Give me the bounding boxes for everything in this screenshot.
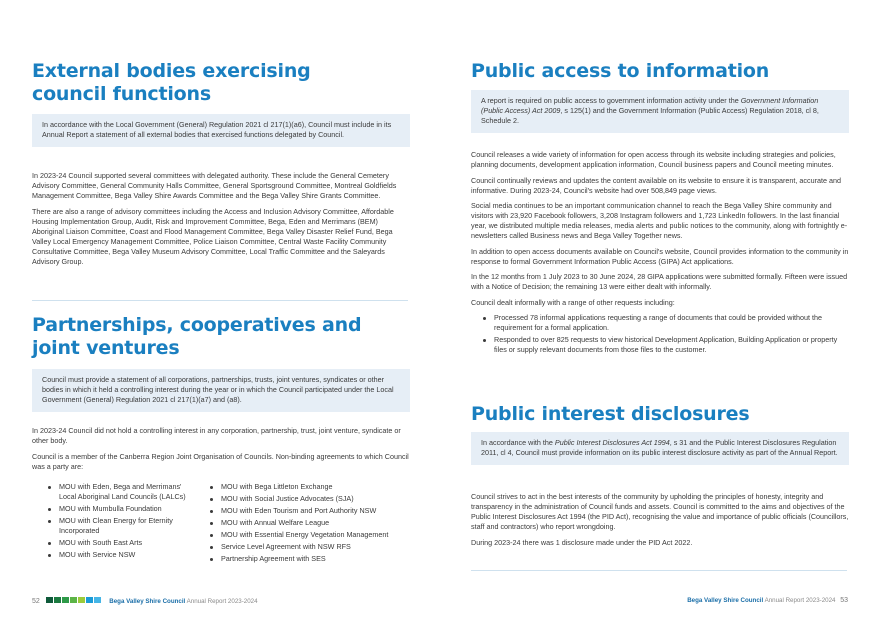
callout-text: A report is required on public access to government information activity under the (481, 96, 741, 105)
external-bodies-para-1: In 2023-24 Council supported several committees with delegated authority. These include the General Cemetery Advisory Committee, General Community Halls Committee, General Sportsground Committee, Montreal Goldfields Management Committee, Bega Valley Shire Awards Committee and the Bega Valley Shire Grants Committee. (32, 171, 397, 200)
brand-color-bar (46, 597, 102, 606)
color-swatch (54, 597, 61, 603)
list-item: MOU with Eden, Bega and Merrimans' Local Aboriginal Land Councils (LALCs) (46, 482, 196, 502)
public-access-body (471, 150, 851, 357)
agreements-list-col1 (46, 482, 196, 562)
list-item: Partnership Agreement with SES (208, 554, 423, 564)
informal-requests-list (471, 313, 851, 355)
external-bodies-body (32, 171, 410, 272)
partnerships-heading: Partnerships, cooperatives and joint ventures (32, 314, 362, 359)
footer-council-name: Bega Valley Shire Council (109, 598, 186, 606)
list-item: Service Level Agreement with NSW RFS (208, 542, 423, 552)
partnerships-callout: Council must provide a statement of all corporations, partnerships, trusts, joint ventures, syndicates or other bodies in which it held a controlling interest during the year or in which the Council participated under the Local Government (General) Regulation 2021 cl 217(1)(a7) and (a8). (32, 369, 410, 412)
external-bodies-heading: External bodies exercising council functions (32, 60, 311, 105)
page-number: 53 (840, 597, 848, 604)
color-swatch (62, 597, 69, 603)
public-access-heading: Public access to information (471, 60, 770, 82)
disclosures-callout (471, 432, 849, 465)
list-item: MOU with Social Justice Advocates (SJA) (208, 494, 423, 504)
footer-council-name: Bega Valley Shire Council (687, 597, 764, 604)
agreements-list-col2 (208, 482, 423, 566)
external-bodies-callout: In accordance with the Local Government (General) Regulation 2021 cl 217(1)(a6), Council must include in its Annual Report a statement of all external bodies that exercised functions delegated by Council. (32, 114, 410, 147)
external-bodies-para-2: There are also a range of advisory committees including the Access and Inclusion Advisory Committee, Affordable Housing Implementation Group, Audit, Risk and Improvement Committee, Bega, Eden and Merrimans (BEM) Aboriginal Liaison Committee, Coast and Flood Management Committee, Bega Valley Disaster Relief Fund, Bega Valley Local Emergency Management Committee, Police Liaison Committee, Central Waste Facility Community Consultative Committee, Bega Valley Museum Advisory Committee, Local Traffic Committee and the Saleyards Advisory Group. (32, 206, 394, 266)
right-footer (687, 597, 848, 605)
section-divider (471, 570, 847, 571)
page-number: 52 (32, 598, 40, 606)
partnerships-para-1: In 2023-24 Council did not hold a controlling interest in any corporation, partnership, trust, joint venture, syndicate or other body. (32, 426, 401, 445)
callout-text: , s 31 and the Public Interest Disclosures Regulation 2011, cl 4, Council must provide information on its public interest disclosure activity as part of the Annual Report. (481, 438, 838, 457)
disclosures-para-1: Council strives to act in the best interests of the community by upholding the principles of honesty, integrity and transparency in the administration of Council funds and assets. Council is committed to the aims and objectives of the Public Interest Disclosures Act 1994 (the PID Act), recognising the value and importance of public officials (Councillors, staff and contractors) who report wrongdoing. (471, 492, 849, 531)
callout-text: , s 125(1) and the Government Information (Public Access) Regulation 2018, cl 8, Schedule 2. (481, 106, 819, 125)
list-item: MOU with Bega Littleton Exchange (208, 482, 423, 492)
list-item: MOU with Service NSW (46, 550, 196, 560)
color-swatch (86, 597, 93, 603)
list-item: MOU with South East Arts (46, 538, 196, 548)
list-item: MOU with Essential Energy Vegetation Management (208, 530, 423, 540)
footer-report-title: Annual Report 2023-2024 (764, 597, 836, 604)
section-divider (32, 300, 408, 301)
list-item: MOU with Clean Energy for Eternity Incorporated (46, 516, 196, 536)
color-swatch (94, 597, 101, 603)
public-access-para: In addition to open access documents available on Council's website, Council provides information to the community in response to formal Government Information Public Access (GIPA) Act applications. (471, 246, 849, 266)
public-access-para: Council dealt informally with a range of other requests including: (471, 297, 675, 307)
left-footer (32, 597, 258, 606)
footer-report-title: Annual Report 2023-2024 (186, 598, 258, 606)
public-access-para: Social media continues to be an important communication channel to reach the Bega Valley Shire community and visitors with 23,920 Facebook followers, 3,208 Instagram followers and 1,723 LinkedIn followers. In the last financial year, we distributed multiple media releases, media alerts and public notices to the community, along with fortnightly e-newsletters called Business news and Bega Valley Together news. (471, 201, 848, 240)
disclosures-body (471, 492, 851, 553)
callout-text: In accordance with the (481, 438, 555, 447)
list-item: Processed 78 informal applications requesting a range of documents that could be provided without the requirement for a formal application. (481, 313, 851, 333)
public-access-para: Council releases a wide variety of information for open access through its website including strategies and policies, planning documents, development application information, Council business papers and Council meeting minutes. (471, 150, 836, 169)
public-access-para: In the 12 months from 1 July 2023 to 30 June 2024, 28 GIPA applications were submitted formally. Fifteen were issued with a Notice of Decision; the remaining 13 were either dealt with informally. (471, 272, 848, 291)
color-swatch (46, 597, 53, 603)
disclosures-heading: Public interest disclosures (471, 403, 750, 425)
public-access-callout (471, 90, 849, 133)
disclosures-para-2: During 2023-24 there was 1 disclosure made under the PID Act 2022. (471, 537, 693, 547)
right-page (439, 0, 878, 620)
public-access-para: Council continually reviews and updates the content available on its website to ensure it is transparent, accurate and informative. During 2023-24, Council's website had over 508,849 page views. (471, 175, 841, 195)
partnerships-body (32, 426, 410, 477)
act-name: Public Interest Disclosures Act 1994 (554, 438, 670, 447)
list-item: Responded to over 825 requests to view historical Development Application, Building Application or property files or supply relevant documents from those files to the customer. (481, 335, 851, 355)
list-item: MOU with Eden Tourism and Port Authority NSW (208, 506, 423, 516)
partnerships-para-2: Council is a member of the Canberra Region Joint Organisation of Councils. Non-binding agreements to which Council was a party are: (32, 451, 409, 471)
list-item: MOU with Mumbulla Foundation (46, 504, 196, 514)
color-swatch (70, 597, 77, 603)
list-item: MOU with Annual Welfare League (208, 518, 423, 528)
act-name: Government Information (Public Access) Act 2009 (481, 96, 819, 115)
color-swatch (78, 597, 85, 603)
